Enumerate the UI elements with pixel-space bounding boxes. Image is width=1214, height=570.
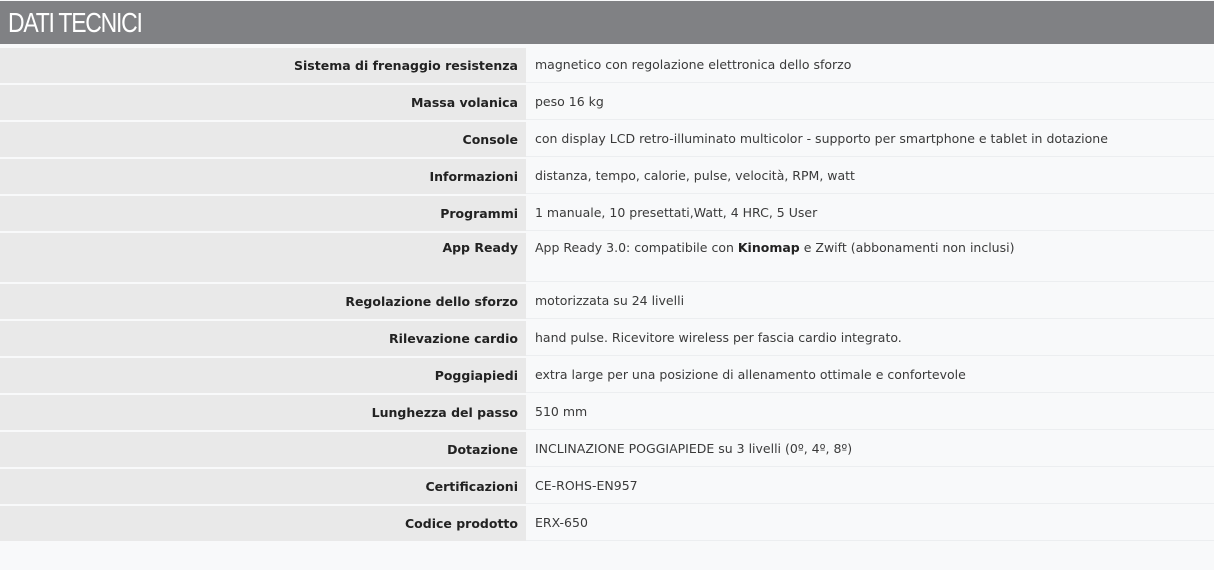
table-row bbox=[0, 321, 1214, 356]
table-row bbox=[0, 85, 1214, 120]
table-row bbox=[0, 196, 1214, 231]
spec-value bbox=[526, 233, 1214, 282]
spec-label: Regolazione dello sforzo bbox=[0, 284, 526, 319]
value-text: e Zwift (abbonamenti non inclusi) bbox=[799, 240, 1015, 255]
table-row bbox=[0, 122, 1214, 157]
spec-value: ERX-650 bbox=[526, 506, 1214, 541]
spec-label: Console bbox=[0, 122, 526, 157]
spec-label: Informazioni bbox=[0, 159, 526, 194]
table-row bbox=[0, 469, 1214, 504]
spec-label: Sistema di frenaggio resistenza bbox=[0, 48, 526, 83]
spec-value: magnetico con regolazione elettronica dello sforzo bbox=[526, 48, 1214, 83]
table-row bbox=[0, 233, 1214, 282]
table-row bbox=[0, 48, 1214, 83]
spec-value: 1 manuale, 10 presettati,Watt, 4 HRC, 5 User bbox=[526, 196, 1214, 231]
spec-value: 510 mm bbox=[526, 395, 1214, 430]
spec-value: CE-ROHS-EN957 bbox=[526, 469, 1214, 504]
specs-table bbox=[0, 46, 1214, 543]
spec-label: App Ready bbox=[0, 233, 526, 282]
spec-label: Lunghezza del passo bbox=[0, 395, 526, 430]
spec-value: extra large per una posizione di allenamento ottimale e confortevole bbox=[526, 358, 1214, 393]
table-row bbox=[0, 395, 1214, 430]
spec-label: Programmi bbox=[0, 196, 526, 231]
spec-label: Certificazioni bbox=[0, 469, 526, 504]
spec-label: Poggiapiedi bbox=[0, 358, 526, 393]
spec-value: motorizzata su 24 livelli bbox=[526, 284, 1214, 319]
kinomap-brand: Kinomap bbox=[737, 240, 800, 255]
value-text: App Ready 3.0: compatibile con bbox=[535, 240, 738, 255]
table-row bbox=[0, 506, 1214, 541]
table-row bbox=[0, 284, 1214, 319]
spec-label: Rilevazione cardio bbox=[0, 321, 526, 356]
spec-label: Massa volanica bbox=[0, 85, 526, 120]
table-row bbox=[0, 159, 1214, 194]
spec-label: Codice prodotto bbox=[0, 506, 526, 541]
section-title: DATI TECNICI bbox=[8, 7, 142, 38]
spec-value: con display LCD retro-illuminato multicolor - supporto per smartphone e tablet in dotazione bbox=[526, 122, 1214, 157]
spec-value: hand pulse. Ricevitore wireless per fascia cardio integrato. bbox=[526, 321, 1214, 356]
table-row bbox=[0, 358, 1214, 393]
spec-value: distanza, tempo, calorie, pulse, velocità, RPM, watt bbox=[526, 159, 1214, 194]
spec-value: INCLINAZIONE POGGIAPIEDE su 3 livelli (0º, 4º, 8º) bbox=[526, 432, 1214, 467]
table-row bbox=[0, 432, 1214, 467]
section-header bbox=[0, 1, 1214, 44]
spec-value: peso 16 kg bbox=[526, 85, 1214, 120]
spec-label: Dotazione bbox=[0, 432, 526, 467]
